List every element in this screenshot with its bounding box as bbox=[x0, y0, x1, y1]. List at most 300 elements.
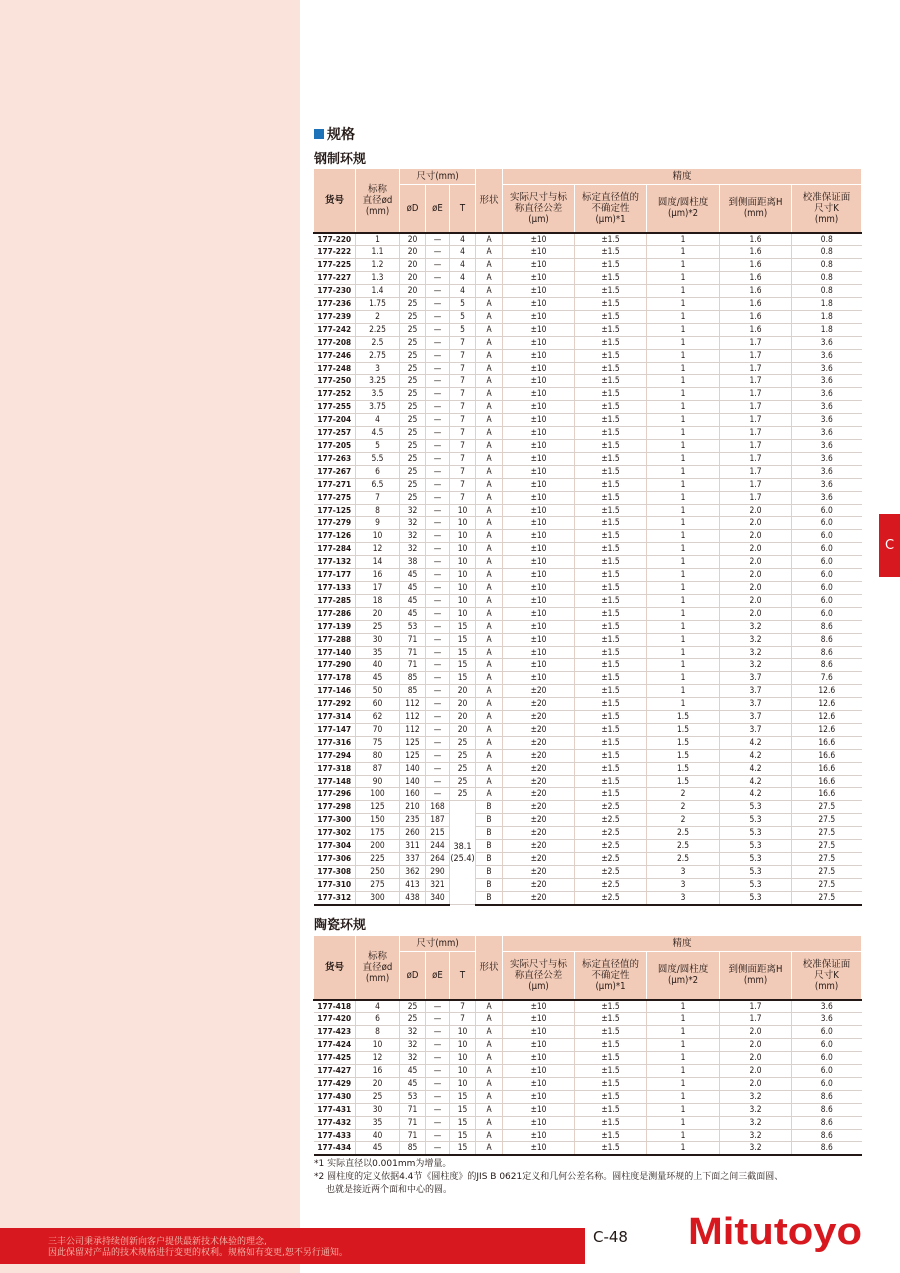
cell-e: — bbox=[426, 581, 450, 594]
cell-k-size: 0.8 bbox=[792, 246, 862, 259]
header-k-size: 校准保证面 尺寸K (mm) bbox=[792, 952, 862, 1000]
cell-d: 32 bbox=[400, 1052, 426, 1065]
cell-code: 177-318 bbox=[314, 762, 356, 775]
cell-deviation: ±20 bbox=[503, 865, 575, 878]
cell-t: 10 bbox=[450, 607, 476, 620]
cell-nominal: 150 bbox=[356, 814, 400, 827]
cell-t: 5 bbox=[450, 310, 476, 323]
cell-roundness: 1 bbox=[647, 1116, 720, 1129]
table-row bbox=[314, 685, 862, 698]
cell-shape: A bbox=[476, 336, 503, 349]
header-nominal: 标称 直径ød (mm) bbox=[356, 936, 400, 1000]
cell-k-size: 6.0 bbox=[792, 543, 862, 556]
cell-nominal: 1.3 bbox=[356, 272, 400, 285]
cell-deviation: ±20 bbox=[503, 723, 575, 736]
cell-e: — bbox=[426, 569, 450, 582]
disclaimer-line-1: 三丰公司秉承持续创新向客户提供最新技术体验的理念, bbox=[48, 1237, 267, 1247]
header-E: øE bbox=[426, 185, 450, 233]
cell-deviation: ±10 bbox=[503, 401, 575, 414]
cell-roundness: 1 bbox=[647, 246, 720, 259]
cell-e: 321 bbox=[426, 878, 450, 891]
cell-uncertainty: ±1.5 bbox=[575, 1103, 647, 1116]
header-deviation: 实际尺寸与标 称直径公差 (μm) bbox=[503, 952, 575, 1000]
cell-t: 10 bbox=[450, 1065, 476, 1078]
cell-d: 25 bbox=[400, 362, 426, 375]
steel-ring-gauge-table bbox=[313, 168, 862, 906]
cell-roundness: 1 bbox=[647, 607, 720, 620]
cell-shape: A bbox=[476, 233, 503, 246]
cell-deviation: ±10 bbox=[503, 633, 575, 646]
cell-t: 15 bbox=[450, 620, 476, 633]
cell-d: 260 bbox=[400, 827, 426, 840]
cell-d: 20 bbox=[400, 259, 426, 272]
table-row bbox=[314, 1065, 862, 1078]
cell-code: 177-279 bbox=[314, 517, 356, 530]
cell-e: 340 bbox=[426, 891, 450, 904]
cell-roundness: 1 bbox=[647, 375, 720, 388]
footnote-1: *1 实际直径以0.001mm为增量。 bbox=[314, 1159, 452, 1169]
cell-t: 15 bbox=[450, 672, 476, 685]
cell-roundness: 1 bbox=[647, 336, 720, 349]
cell-side-distance: 1.7 bbox=[720, 465, 792, 478]
cell-d: 25 bbox=[400, 1000, 426, 1013]
header-code: 货号 bbox=[314, 169, 356, 233]
cell-code: 177-225 bbox=[314, 259, 356, 272]
cell-uncertainty: ±1.5 bbox=[575, 427, 647, 440]
page-number: C-48 bbox=[593, 1228, 628, 1246]
cell-uncertainty: ±2.5 bbox=[575, 891, 647, 904]
cell-k-size: 8.6 bbox=[792, 646, 862, 659]
cell-e: — bbox=[426, 401, 450, 414]
cell-side-distance: 1.6 bbox=[720, 285, 792, 298]
table-row bbox=[314, 853, 862, 866]
cell-d: 25 bbox=[400, 298, 426, 311]
cell-shape: B bbox=[476, 853, 503, 866]
cell-shape: A bbox=[476, 1142, 503, 1155]
cell-e: — bbox=[426, 452, 450, 465]
cell-shape: B bbox=[476, 891, 503, 904]
cell-code: 177-252 bbox=[314, 388, 356, 401]
table-row bbox=[314, 272, 862, 285]
cell-d: 337 bbox=[400, 853, 426, 866]
cell-nominal: 7 bbox=[356, 491, 400, 504]
cell-d: 25 bbox=[400, 440, 426, 453]
cell-uncertainty: ±1.5 bbox=[575, 388, 647, 401]
cell-nominal: 25 bbox=[356, 620, 400, 633]
cell-shape: A bbox=[476, 1000, 503, 1013]
cell-side-distance: 1.6 bbox=[720, 272, 792, 285]
cell-nominal: 2 bbox=[356, 310, 400, 323]
cell-t: 15 bbox=[450, 1103, 476, 1116]
mitutoyo-logo bbox=[688, 1208, 864, 1252]
cell-d: 53 bbox=[400, 1090, 426, 1103]
cell-uncertainty: ±1.5 bbox=[575, 259, 647, 272]
table-row bbox=[314, 801, 862, 814]
cell-shape: A bbox=[476, 1013, 503, 1026]
cell-t: 7 bbox=[450, 465, 476, 478]
cell-side-distance: 4.2 bbox=[720, 762, 792, 775]
cell-uncertainty: ±1.5 bbox=[575, 1116, 647, 1129]
cell-d: 112 bbox=[400, 711, 426, 724]
cell-d: 25 bbox=[400, 388, 426, 401]
cell-nominal: 25 bbox=[356, 1090, 400, 1103]
cell-roundness: 1 bbox=[647, 362, 720, 375]
header-roundness: 圆度/圆柱度 (μm)*2 bbox=[647, 952, 720, 1000]
cell-e: — bbox=[426, 478, 450, 491]
cell-e: — bbox=[426, 323, 450, 336]
cell-shape: A bbox=[476, 788, 503, 801]
cell-t: 5 bbox=[450, 323, 476, 336]
cell-d: 125 bbox=[400, 736, 426, 749]
cell-shape: A bbox=[476, 749, 503, 762]
cell-code: 177-310 bbox=[314, 878, 356, 891]
cell-t: 4 bbox=[450, 259, 476, 272]
cell-uncertainty: ±2.5 bbox=[575, 801, 647, 814]
cell-roundness: 1 bbox=[647, 633, 720, 646]
cell-uncertainty: ±1.5 bbox=[575, 1065, 647, 1078]
cell-deviation: ±10 bbox=[503, 272, 575, 285]
cell-t: 15 bbox=[450, 1129, 476, 1142]
cell-roundness: 1 bbox=[647, 1026, 720, 1039]
header-roundness: 圆度/圆柱度 (μm)*2 bbox=[647, 185, 720, 233]
header-uncertainty: 标定直径值的 不确定性 (μm)*1 bbox=[575, 952, 647, 1000]
cell-nominal: 4.5 bbox=[356, 427, 400, 440]
cell-code: 177-275 bbox=[314, 491, 356, 504]
cell-t: 10 bbox=[450, 504, 476, 517]
cell-code: 177-236 bbox=[314, 298, 356, 311]
table-row bbox=[314, 491, 862, 504]
cell-roundness: 1 bbox=[647, 1129, 720, 1142]
table-row bbox=[314, 569, 862, 582]
cell-shape: A bbox=[476, 478, 503, 491]
cell-side-distance: 2.0 bbox=[720, 569, 792, 582]
cell-roundness: 1 bbox=[647, 1039, 720, 1052]
table-row bbox=[314, 723, 862, 736]
cell-uncertainty: ±1.5 bbox=[575, 736, 647, 749]
table-row bbox=[314, 1129, 862, 1142]
cell-t: 20 bbox=[450, 698, 476, 711]
cell-d: 71 bbox=[400, 646, 426, 659]
cell-t: 10 bbox=[450, 517, 476, 530]
cell-nominal: 12 bbox=[356, 1052, 400, 1065]
cell-shape: A bbox=[476, 388, 503, 401]
cell-uncertainty: ±2.5 bbox=[575, 878, 647, 891]
cell-uncertainty: ±1.5 bbox=[575, 440, 647, 453]
cell-shape: A bbox=[476, 672, 503, 685]
header-code: 货号 bbox=[314, 936, 356, 1000]
cell-roundness: 1.5 bbox=[647, 749, 720, 762]
cell-t: 10 bbox=[450, 556, 476, 569]
cell-uncertainty: ±2.5 bbox=[575, 865, 647, 878]
table-row bbox=[314, 1090, 862, 1103]
cell-side-distance: 3.7 bbox=[720, 711, 792, 724]
cell-roundness: 1 bbox=[647, 1077, 720, 1090]
cell-uncertainty: ±1.5 bbox=[575, 517, 647, 530]
cell-t: 10 bbox=[450, 530, 476, 543]
cell-code: 177-147 bbox=[314, 723, 356, 736]
cell-deviation: ±20 bbox=[503, 878, 575, 891]
cell-nominal: 275 bbox=[356, 878, 400, 891]
cell-t: 4 bbox=[450, 233, 476, 246]
cell-k-size: 0.8 bbox=[792, 233, 862, 246]
cell-code: 177-133 bbox=[314, 581, 356, 594]
table-row bbox=[314, 543, 862, 556]
cell-k-size: 6.0 bbox=[792, 1039, 862, 1052]
cell-k-size: 8.6 bbox=[792, 1129, 862, 1142]
table-row bbox=[314, 840, 862, 853]
cell-deviation: ±10 bbox=[503, 1090, 575, 1103]
cell-code: 177-227 bbox=[314, 272, 356, 285]
cell-e: — bbox=[426, 659, 450, 672]
cell-deviation: ±10 bbox=[503, 646, 575, 659]
cell-deviation: ±10 bbox=[503, 1129, 575, 1142]
cell-uncertainty: ±1.5 bbox=[575, 543, 647, 556]
cell-nominal: 70 bbox=[356, 723, 400, 736]
cell-e: — bbox=[426, 298, 450, 311]
cell-k-size: 6.0 bbox=[792, 1077, 862, 1090]
cell-e: — bbox=[426, 259, 450, 272]
cell-d: 20 bbox=[400, 246, 426, 259]
table-row bbox=[314, 698, 862, 711]
cell-shape: A bbox=[476, 362, 503, 375]
cell-e: — bbox=[426, 698, 450, 711]
cell-deviation: ±10 bbox=[503, 556, 575, 569]
cell-t: 7 bbox=[450, 1013, 476, 1026]
cell-side-distance: 1.7 bbox=[720, 1000, 792, 1013]
table-row bbox=[314, 1142, 862, 1155]
cell-nominal: 16 bbox=[356, 569, 400, 582]
cell-code: 177-308 bbox=[314, 865, 356, 878]
cell-deviation: ±10 bbox=[503, 659, 575, 672]
cell-k-size: 3.6 bbox=[792, 465, 862, 478]
cell-uncertainty: ±1.5 bbox=[575, 1077, 647, 1090]
cell-deviation: ±10 bbox=[503, 246, 575, 259]
cell-roundness: 1 bbox=[647, 1052, 720, 1065]
table-row bbox=[314, 336, 862, 349]
cell-t: 7 bbox=[450, 1000, 476, 1013]
cell-d: 45 bbox=[400, 581, 426, 594]
cell-nominal: 35 bbox=[356, 646, 400, 659]
table-row bbox=[314, 607, 862, 620]
cell-side-distance: 3.2 bbox=[720, 1142, 792, 1155]
cell-d: 71 bbox=[400, 1116, 426, 1129]
cell-roundness: 1 bbox=[647, 298, 720, 311]
header-dims: 尺寸(mm) bbox=[400, 169, 476, 185]
cell-e: — bbox=[426, 1116, 450, 1129]
cell-t: 7 bbox=[450, 440, 476, 453]
cell-deviation: ±20 bbox=[503, 788, 575, 801]
cell-deviation: ±10 bbox=[503, 1052, 575, 1065]
cell-nominal: 9 bbox=[356, 517, 400, 530]
cell-shape: A bbox=[476, 711, 503, 724]
cell-side-distance: 1.7 bbox=[720, 491, 792, 504]
cell-shape: A bbox=[476, 543, 503, 556]
cell-t: 7 bbox=[450, 491, 476, 504]
table-row bbox=[314, 1026, 862, 1039]
table-row bbox=[314, 736, 862, 749]
cell-uncertainty: ±1.5 bbox=[575, 1142, 647, 1155]
cell-k-size: 27.5 bbox=[792, 840, 862, 853]
cell-side-distance: 3.2 bbox=[720, 1103, 792, 1116]
cell-roundness: 1 bbox=[647, 530, 720, 543]
cell-k-size: 6.0 bbox=[792, 504, 862, 517]
cell-nominal: 10 bbox=[356, 530, 400, 543]
cell-shape: A bbox=[476, 685, 503, 698]
cell-deviation: ±10 bbox=[503, 427, 575, 440]
cell-code: 177-431 bbox=[314, 1103, 356, 1116]
cell-k-size: 3.6 bbox=[792, 440, 862, 453]
cell-uncertainty: ±1.5 bbox=[575, 491, 647, 504]
cell-deviation: ±10 bbox=[503, 1077, 575, 1090]
cell-d: 140 bbox=[400, 775, 426, 788]
cell-uncertainty: ±1.5 bbox=[575, 749, 647, 762]
cell-e: — bbox=[426, 1142, 450, 1155]
cell-nominal: 20 bbox=[356, 607, 400, 620]
cell-shape: A bbox=[476, 775, 503, 788]
cell-side-distance: 2.0 bbox=[720, 581, 792, 594]
cell-d: 32 bbox=[400, 530, 426, 543]
cell-uncertainty: ±1.5 bbox=[575, 762, 647, 775]
table-row bbox=[314, 259, 862, 272]
cell-e: — bbox=[426, 1000, 450, 1013]
cell-roundness: 1 bbox=[647, 569, 720, 582]
cell-t: 10 bbox=[450, 1052, 476, 1065]
cell-nominal: 175 bbox=[356, 827, 400, 840]
cell-t: 7 bbox=[450, 362, 476, 375]
cell-roundness: 1 bbox=[647, 233, 720, 246]
cell-code: 177-222 bbox=[314, 246, 356, 259]
cell-t: 7 bbox=[450, 349, 476, 362]
cell-k-size: 16.6 bbox=[792, 775, 862, 788]
cell-shape: A bbox=[476, 1052, 503, 1065]
cell-uncertainty: ±1.5 bbox=[575, 465, 647, 478]
cell-shape: A bbox=[476, 440, 503, 453]
cell-side-distance: 3.2 bbox=[720, 659, 792, 672]
cell-nominal: 62 bbox=[356, 711, 400, 724]
cell-t: 15 bbox=[450, 1116, 476, 1129]
cell-code: 177-427 bbox=[314, 1065, 356, 1078]
cell-t: 10 bbox=[450, 581, 476, 594]
cell-uncertainty: ±1.5 bbox=[575, 401, 647, 414]
cell-d: 71 bbox=[400, 659, 426, 672]
cell-d: 25 bbox=[400, 310, 426, 323]
cell-k-size: 8.6 bbox=[792, 1116, 862, 1129]
cell-k-size: 3.6 bbox=[792, 452, 862, 465]
cell-deviation: ±10 bbox=[503, 1065, 575, 1078]
cell-uncertainty: ±1.5 bbox=[575, 633, 647, 646]
cell-uncertainty: ±1.5 bbox=[575, 323, 647, 336]
table-row bbox=[314, 517, 862, 530]
cell-shape: A bbox=[476, 594, 503, 607]
cell-shape: A bbox=[476, 633, 503, 646]
cell-deviation: ±10 bbox=[503, 1116, 575, 1129]
table-row bbox=[314, 440, 862, 453]
table-row bbox=[314, 788, 862, 801]
cell-k-size: 3.6 bbox=[792, 362, 862, 375]
cell-code: 177-300 bbox=[314, 814, 356, 827]
cell-d: 45 bbox=[400, 594, 426, 607]
cell-k-size: 3.6 bbox=[792, 478, 862, 491]
cell-nominal: 1.4 bbox=[356, 285, 400, 298]
ceramic-table-title: 陶瓷环规 bbox=[314, 918, 367, 933]
cell-k-size: 12.6 bbox=[792, 711, 862, 724]
header-D: øD bbox=[400, 185, 426, 233]
cell-nominal: 10 bbox=[356, 1039, 400, 1052]
cell-shape: A bbox=[476, 272, 503, 285]
cell-uncertainty: ±1.5 bbox=[575, 556, 647, 569]
cell-t: 10 bbox=[450, 569, 476, 582]
cell-d: 125 bbox=[400, 749, 426, 762]
cell-e: 168 bbox=[426, 801, 450, 814]
cell-side-distance: 5.3 bbox=[720, 801, 792, 814]
table-row bbox=[314, 827, 862, 840]
cell-roundness: 3 bbox=[647, 878, 720, 891]
cell-roundness: 1 bbox=[647, 414, 720, 427]
cell-deviation: ±20 bbox=[503, 711, 575, 724]
cell-k-size: 6.0 bbox=[792, 530, 862, 543]
cell-nominal: 30 bbox=[356, 1103, 400, 1116]
cell-t: 7 bbox=[450, 478, 476, 491]
cell-code: 177-288 bbox=[314, 633, 356, 646]
cell-k-size: 3.6 bbox=[792, 1013, 862, 1026]
cell-d: 85 bbox=[400, 685, 426, 698]
cell-e: — bbox=[426, 285, 450, 298]
cell-code: 177-139 bbox=[314, 620, 356, 633]
cell-side-distance: 5.3 bbox=[720, 878, 792, 891]
cell-uncertainty: ±1.5 bbox=[575, 569, 647, 582]
left-decorative-panel bbox=[0, 0, 300, 1273]
table-row bbox=[314, 646, 862, 659]
cell-d: 25 bbox=[400, 375, 426, 388]
cell-roundness: 1 bbox=[647, 272, 720, 285]
cell-code: 177-285 bbox=[314, 594, 356, 607]
cell-shape: A bbox=[476, 659, 503, 672]
cell-e: — bbox=[426, 1013, 450, 1026]
cell-uncertainty: ±1.5 bbox=[575, 285, 647, 298]
cell-nominal: 5 bbox=[356, 440, 400, 453]
cell-d: 25 bbox=[400, 401, 426, 414]
cell-k-size: 1.8 bbox=[792, 323, 862, 336]
cell-shape: A bbox=[476, 556, 503, 569]
cell-e: — bbox=[426, 349, 450, 362]
cell-code: 177-432 bbox=[314, 1116, 356, 1129]
table-row bbox=[314, 1013, 862, 1026]
chapter-tab: C bbox=[879, 514, 900, 577]
cell-e: — bbox=[426, 1026, 450, 1039]
table-row bbox=[314, 298, 862, 311]
cell-e: — bbox=[426, 1129, 450, 1142]
cell-side-distance: 3.2 bbox=[720, 1129, 792, 1142]
cell-roundness: 1 bbox=[647, 401, 720, 414]
cell-t: 15 bbox=[450, 659, 476, 672]
cell-code: 177-312 bbox=[314, 891, 356, 904]
cell-k-size: 6.0 bbox=[792, 1026, 862, 1039]
cell-d: 20 bbox=[400, 233, 426, 246]
cell-nominal: 45 bbox=[356, 1142, 400, 1155]
cell-code: 177-239 bbox=[314, 310, 356, 323]
cell-code: 177-178 bbox=[314, 672, 356, 685]
cell-uncertainty: ±1.5 bbox=[575, 723, 647, 736]
cell-e: — bbox=[426, 1052, 450, 1065]
cell-nominal: 18 bbox=[356, 594, 400, 607]
cell-roundness: 1 bbox=[647, 323, 720, 336]
cell-nominal: 1.2 bbox=[356, 259, 400, 272]
header-k-size: 校准保证面 尺寸K (mm) bbox=[792, 185, 862, 233]
cell-t: 7 bbox=[450, 414, 476, 427]
cell-shape: A bbox=[476, 1026, 503, 1039]
cell-d: 25 bbox=[400, 414, 426, 427]
cell-deviation: ±10 bbox=[503, 259, 575, 272]
